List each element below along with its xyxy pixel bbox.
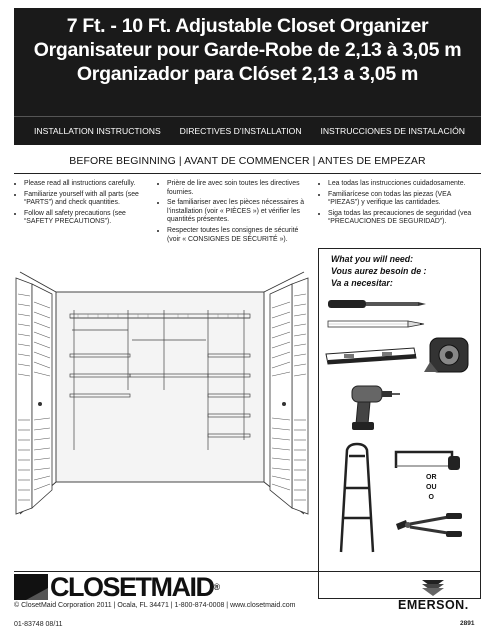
closetmaid-logo-mark [14,574,48,600]
emerson-logo: EMERSON. [398,598,469,612]
or-english: OR [426,474,437,481]
list-item: • Familiarize yourself with all parts (see “PARTS”) and check quantities. [24,191,150,208]
title-spanish: Organizador para Clóset 2,13 a 3,05 m [76,63,419,85]
brand-name: CLOSETMAID® [50,572,221,602]
list-item: • Prière de lire avec soin toutes les directives fournies. [167,180,311,197]
or-spanish: O [428,494,434,501]
before-beginning-heading: BEFORE BEGINNING | AVANT DE COMMENCER | ANTES DE EMPEZAR [69,155,426,167]
closet-illustration [12,270,312,515]
or-separator [426,473,437,503]
copyright-line: © ClosetMaid Corporation 2011 | Ocala, FL 34471 | 1-800-874-0008 | www.closetmaid.com [14,602,296,609]
list-item: • Se familiariser avec les pièces nécessaires à l’installation (voir « PIÈCES ») et vérifier les quantités présentes. [167,199,311,225]
instructions-label-french: DIRECTIVES D’INSTALLATION [179,126,302,136]
pencil-icon [326,318,432,330]
level-icon [324,346,418,368]
instructions-label-english: INSTALLATION INSTRUCTIONS [34,126,161,136]
hacksaw-icon [392,448,462,472]
tools-heading-english: What you will need: [331,254,414,264]
left-door [16,278,52,514]
list-item: • Respecter toutes les consignes de sécurité (voir « CONSIGNES DE SÉCURITÉ »). [167,227,311,244]
emerson-logo-mark [420,578,446,598]
title-english: 7 Ft. - 10 Ft. Adjustable Closet Organizer [66,15,429,37]
closetmaid-logo [14,572,221,602]
list-item: • Lea todas las instrucciones cuidadosamente. [328,180,484,189]
tools-heading-french: Vous aurez besoin de : [331,266,427,276]
tools-heading-spanish: Va a necesitar: [331,278,393,288]
french-instructions [157,180,311,246]
spanish-instructions [318,180,484,229]
list-item: • Please read all instructions carefully. [24,180,150,189]
section-divider [14,173,481,174]
part-number: 01-83748 08/11 [14,621,63,628]
step-ladder-icon [333,440,377,556]
page-code: 2891 [460,620,475,627]
drill-icon [344,380,400,432]
bolt-cutter-icon [394,512,464,542]
list-item: • Familiarícese con todas las piezas (VEA “PIEZAS”) y verifique las cantidades. [328,191,484,208]
title-french: Organisateur pour Garde-Robe de 2,13 à 3,05 m [33,39,462,61]
instructions-label-spanish: INSTRUCCIONES DE INSTALACIÓN [320,126,465,136]
list-item: • Follow all safety precautions (see “SAFETY PRECAUTIONS”). [24,210,150,227]
tape-measure-icon [424,332,474,380]
installation-instructions-bar [14,116,481,145]
english-instructions [14,180,150,229]
right-door [270,278,308,514]
or-french: OU [426,484,437,491]
screwdriver-icon [326,296,428,312]
list-item: • Siga todas las precauciones de seguridad (vea “PRECAUCIONES DE SEGURIDAD”). [328,210,484,227]
